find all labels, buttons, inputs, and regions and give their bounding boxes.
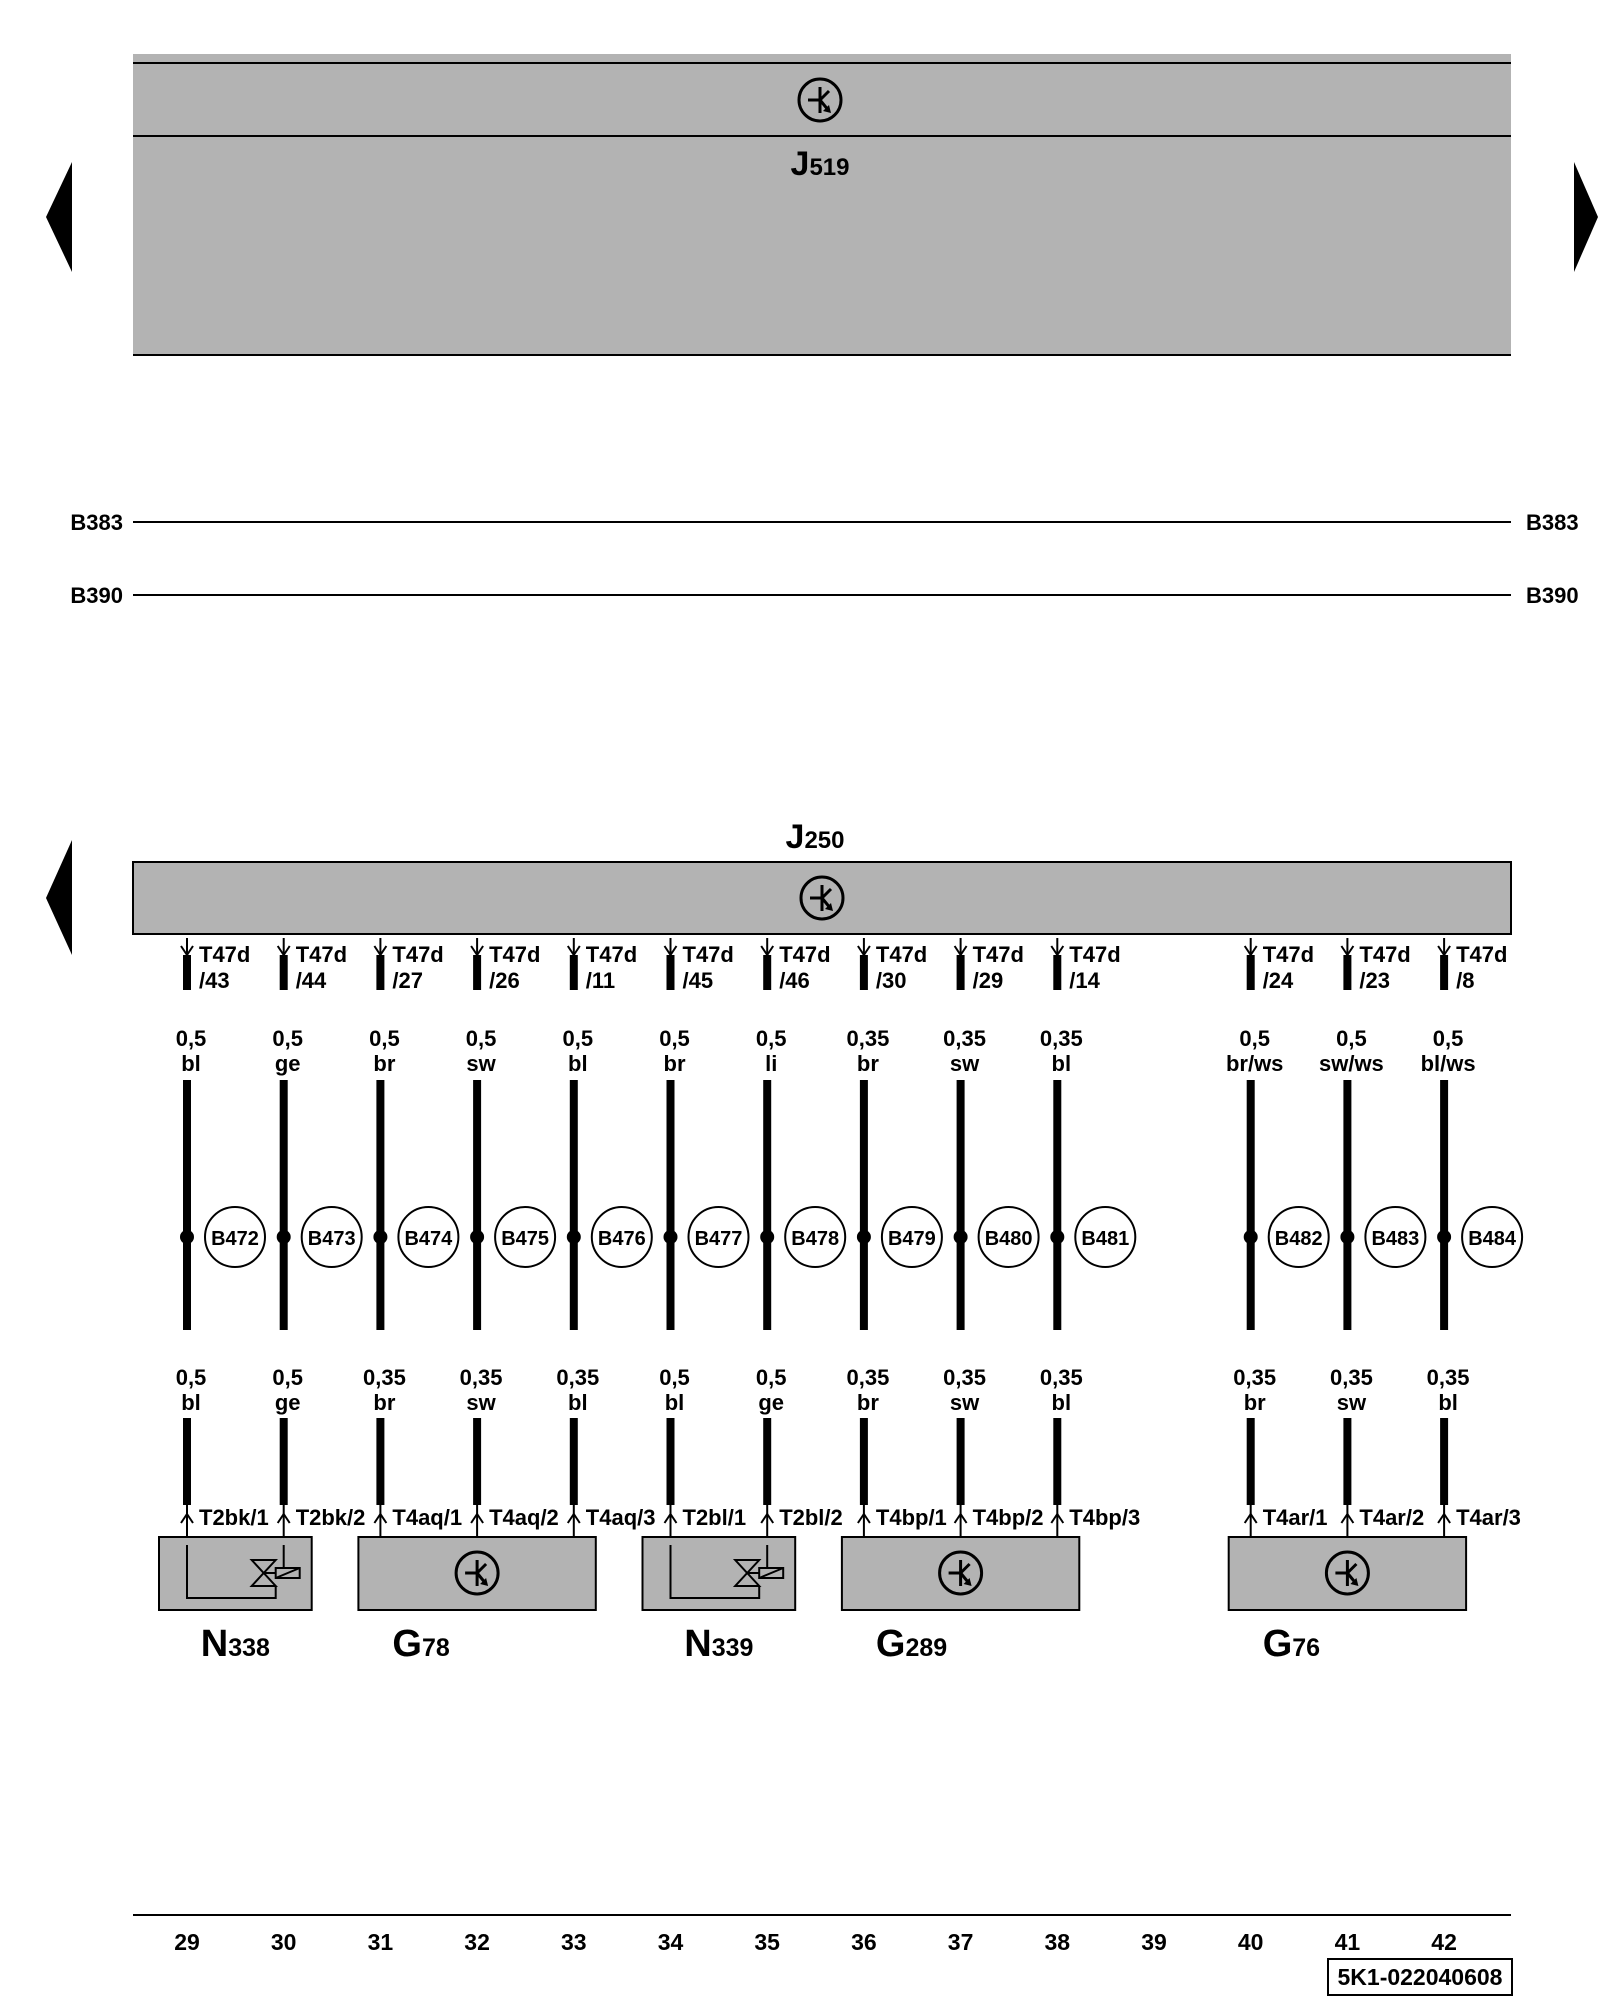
wire-size-top: 0,5 [562,1026,594,1051]
pin-label: T47d [972,942,1024,967]
wire-color-top: sw/ws [1318,1051,1384,1076]
wire-color-bottom: br [1243,1390,1266,1415]
wire-size-top: 0,5 [659,1026,690,1051]
pin-number: /27 [392,968,423,993]
column-number: 31 [367,1929,394,1955]
pin-label: T47d [1262,942,1315,967]
wire-29 [176,938,269,1545]
wire-size-top: 0,5 [272,1026,303,1051]
splice-label: B478 [791,1228,840,1250]
wire-color-top: bl [1051,1051,1072,1076]
column-number: 38 [1044,1929,1071,1955]
pin-label: T47d [875,942,928,967]
wire-size-top: 0,35 [1039,1026,1083,1051]
wires-layer [176,938,1522,1545]
wire-size-bottom: 0,5 [659,1365,690,1390]
pin-label: T47d [682,942,734,967]
wire-color-bottom: bl [568,1390,588,1415]
components-layer [159,1537,1466,1665]
bus-label-left: B383 [70,510,123,535]
wire-size-top: 0,5 [755,1026,787,1051]
wire-color-top: br [373,1051,396,1076]
pin-label: T47d [489,942,541,967]
next-page-arrow[interactable] [1574,162,1598,272]
wire-size-bottom: 0,5 [755,1365,787,1390]
wire-size-bottom: 0,35 [846,1365,890,1390]
pin-number: /29 [972,968,1004,993]
wire-color-bottom: ge [758,1390,785,1415]
splice-dot [1340,1230,1354,1244]
module-j250-label: J250 [785,818,845,856]
wire-size-bottom: 0,35 [1233,1365,1277,1390]
component-label: G78 [392,1623,450,1665]
pin-number: /30 [875,968,907,993]
pin-label: T47d [585,942,638,967]
end-pin-label: T4aq/1 [392,1505,463,1530]
wire-color-top: br [856,1051,879,1076]
wire-color-bottom: sw [1336,1390,1367,1415]
pin-number: /14 [1069,968,1100,993]
wire-color-bottom: bl [1051,1390,1072,1415]
wire-color-bottom: br [373,1390,396,1415]
component-g78 [358,1537,595,1665]
component-label: N339 [684,1623,754,1665]
splice-dot [954,1230,968,1244]
splice-dot [373,1230,387,1244]
wire-color-bottom: bl [664,1390,685,1415]
end-pin-label: T4bp/1 [875,1505,947,1530]
column-number: 32 [464,1929,490,1955]
wire-40 [1226,938,1329,1545]
splice-dot [1437,1230,1451,1244]
pin-label: T47d [392,942,444,967]
column-number: 40 [1237,1929,1264,1955]
end-pin-label: T2bl/2 [779,1505,843,1530]
wire-color-top: ge [274,1051,301,1076]
column-number: 29 [174,1929,200,1955]
pin-number: /46 [779,968,810,993]
splice-dot [180,1230,194,1244]
column-number: 30 [270,1929,297,1955]
component-g76 [1229,1537,1466,1665]
pin-number: /45 [682,968,714,993]
end-pin-label: T4bp/2 [972,1505,1044,1530]
wire-color-top: sw [466,1051,496,1076]
pin-label: T47d [779,942,831,967]
wire-size-bottom: 0,35 [362,1365,406,1390]
wire-color-bottom: sw [949,1390,980,1415]
wire-size-bottom: 0,35 [459,1365,503,1390]
splice-label: B476 [597,1228,646,1250]
wire-size-top: 0,5 [465,1026,497,1051]
end-pin-label: T4aq/2 [489,1505,559,1530]
wire-size-bottom: 0,35 [1329,1365,1373,1390]
splice-label: B472 [211,1228,259,1250]
wire-color-top: bl/ws [1420,1051,1476,1076]
component-label: G76 [1262,1623,1321,1665]
splice-dot [470,1230,484,1244]
splice-dot [1050,1230,1064,1244]
wire-size-bottom: 0,35 [1426,1365,1470,1390]
pin-number: /11 [585,968,616,993]
column-number: 35 [754,1929,780,1955]
wire-color-bottom: bl [181,1390,201,1415]
wire-size-bottom: 0,35 [556,1365,600,1390]
end-pin-label: T2bk/1 [199,1505,269,1530]
end-pin-label: T4bp/3 [1069,1505,1141,1530]
bus-label-right: B383 [1526,510,1579,535]
wire-size-top: 0,5 [1239,1026,1270,1051]
component-label: G289 [875,1623,948,1665]
wire-size-bottom: 0,5 [272,1365,303,1390]
component-n338 [159,1537,312,1665]
splice-label: B484 [1468,1228,1517,1250]
end-pin-label: T4ar/3 [1456,1505,1521,1530]
pin-number: /43 [199,968,230,993]
wire-32 [460,938,559,1545]
wire-35 [756,938,845,1545]
wire-30 [272,938,365,1545]
wire-33 [556,938,655,1545]
doc-id: 5K1-022040608 [1337,1964,1503,1990]
column-number: 36 [851,1929,877,1955]
wire-size-bottom: 0,35 [1039,1365,1083,1390]
splice-label: B474 [404,1228,453,1250]
component-n339 [643,1537,796,1665]
prev-page-arrow-lower[interactable] [46,840,72,955]
wire-color-top: li [765,1051,778,1076]
wire-38 [1040,938,1140,1545]
splice-dot [664,1230,678,1244]
pin-number: /8 [1456,968,1475,993]
bus-line-b390 [70,583,1578,608]
wire-color-top: bl [568,1051,588,1076]
bus-line-b383 [70,510,1578,535]
wire-color-top: sw [949,1051,980,1076]
wire-size-top: 0,5 [1336,1026,1367,1051]
column-number: 34 [657,1929,684,1955]
splice-label: B483 [1371,1228,1420,1250]
module-j519 [133,54,1511,355]
wire-size-bottom: 0,35 [943,1365,987,1390]
wire-size-top: 0,35 [943,1026,987,1051]
wire-color-bottom: sw [466,1390,496,1415]
pin-number: /23 [1359,968,1390,993]
splice-dot [567,1230,581,1244]
wire-36 [846,938,946,1545]
bus-label-right: B390 [1526,583,1579,608]
end-pin-label: T4ar/1 [1262,1505,1328,1530]
wire-color-top: br/ws [1225,1051,1284,1076]
splice-label: B481 [1081,1228,1130,1250]
splice-label: B479 [887,1228,936,1250]
wire-size-top: 0,5 [1432,1026,1464,1051]
wire-41 [1319,938,1425,1545]
column-number: 41 [1334,1929,1361,1955]
prev-page-arrow[interactable] [46,162,72,272]
wire-size-top: 0,5 [369,1026,400,1051]
pin-number: /26 [489,968,520,993]
module-j519-label: J519 [790,145,850,183]
end-pin-label: T4aq/3 [585,1505,656,1530]
component-g289 [842,1537,1079,1665]
component-label: N338 [200,1623,270,1665]
column-number: 37 [947,1929,974,1955]
splice-label: B477 [694,1228,743,1250]
doc-id-box [1328,1959,1512,1995]
end-pin-label: T2bk/2 [295,1505,366,1530]
column-number: 33 [561,1929,587,1955]
wire-color-top: bl [181,1051,201,1076]
wire-size-top: 0,5 [175,1026,207,1051]
pin-label: T47d [199,942,251,967]
wire-size-bottom: 0,5 [175,1365,207,1390]
splice-label: B473 [307,1228,356,1250]
splice-dot [857,1230,871,1244]
pin-number: /44 [295,968,327,993]
bus-label-left: B390 [70,583,123,608]
splice-label: B475 [501,1228,550,1250]
pin-number: /24 [1262,968,1294,993]
end-pin-label: T2bl/1 [682,1505,747,1530]
end-pin-label: T4ar/2 [1359,1505,1425,1530]
pin-label: T47d [295,942,348,967]
pin-label: T47d [1359,942,1411,967]
column-numbers [174,1929,1457,1955]
splice-label: B482 [1274,1228,1323,1250]
wire-37 [943,938,1043,1545]
splice-dot [1244,1230,1258,1244]
wire-color-bottom: bl [1438,1390,1458,1415]
wire-31 [363,938,462,1545]
splice-dot [760,1230,774,1244]
wire-42 [1421,938,1523,1545]
wire-34 [659,938,748,1545]
splice-label: B480 [984,1228,1033,1250]
pin-label: T47d [1456,942,1508,967]
wire-color-bottom: br [856,1390,879,1415]
wire-color-top: br [663,1051,686,1076]
wire-size-top: 0,35 [846,1026,890,1051]
column-number: 39 [1141,1929,1167,1955]
splice-dot [277,1230,291,1244]
column-number: 42 [1431,1929,1457,1955]
pin-label: T47d [1069,942,1121,967]
wire-color-bottom: ge [274,1390,301,1415]
module-j250 [133,818,1511,934]
